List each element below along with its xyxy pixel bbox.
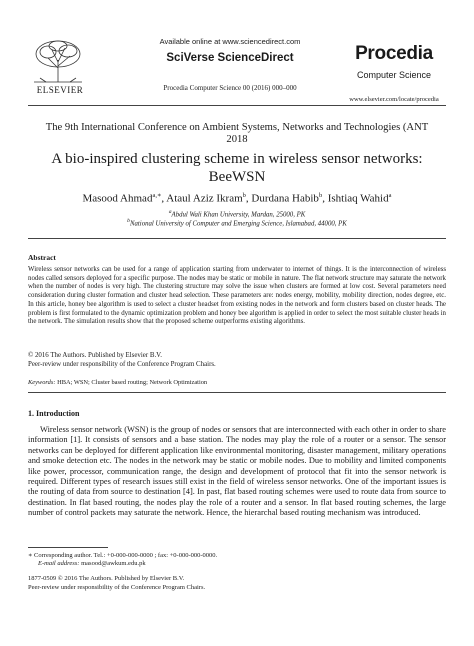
author-affiliation-mark: a,∗ [152,192,162,199]
introduction-body: Wireless sensor network (WSN) is the group of nodes or sensors that are interconnected with each other in order to share information [1]. It consists of sensors and a base station. The nodes may play the role of a router or a sensor. The sensor networks can be deployed for different application like environmental monitoring, disaster management, military operations and smoke detection etc. The nodes in the network may be static or mobile nodes. Due to mobility and limited components like power, processor, communication range, the design and development of protocol that fit into the sensor network is required. Different types of research issues still exist in the field of wireless sensor networks. One of the important issues is the routing of data from source to destination [4]. In past, flat based routing schemes were used to route data from source to destination. In flat based routing, the nodes play the role of a router and a sensor. In flat based routing schemes, the large number of control packets may saturate the network. Hence, the hierarchal based routing mechanism was introduced. [28,425,446,518]
affiliation-mark: b [127,218,130,224]
computer-science-label: Computer Science [356,70,432,80]
header-divider [28,105,446,106]
introduction-heading: 1. Introduction [28,409,80,418]
sciverse-logo-text: SciVerse ScienceDirect [166,52,294,64]
footer-peer-review: Peer-review under responsibility of the Conference Program Chairs. [28,584,206,591]
abstract-heading: Abstract [28,253,56,262]
journal-url: www.elsevier.com/locate/procedia [349,96,439,103]
abstract-body: Wireless sensor networks can be used for a range of application starting from underwater to internet of things. It is the interconnection of wireless nodes called sensors deployed for a specific purpose. The nodes may be static or mobile in nature. The flat network structure may saturate the network when the number of nodes is very high. The clustering structure may solve the issue when clusters are formed at low cost. Several parameters need consideration during cluster formation and cluster head selection. These parameters are: nodes energy, mobility, mobility direction, nodes degree, etc. In this article, honey bee algorithm is used to select a cluster headset from existing nodes in the network and form clusters based on cluster heads. The problem is first formulated to the dynamic optimization problem and honey bee algorithm is applied in order to select the most suitable cluster heads in the network. The simulation results show that the proposed scheme outperforms existing algorithms. [28,266,446,326]
author-name: Durdana Habib [251,192,319,205]
affiliation-a [40,209,434,218]
author-affiliation-mark: b [318,192,323,199]
journal-volume: Procedia Computer Science 00 (2016) 000–000 [163,84,297,92]
abstract-divider [28,392,446,393]
keywords-list: HBA; WSN; Cluster based routing; Network Optimization [57,379,208,386]
available-online-text: Available online at www.sciencedirect.com [159,37,301,46]
procedia-logo-text: Procedia [355,43,433,64]
footnote-divider [28,547,108,548]
affiliation-text: Abdul Wali Khan University, Mardan, 25000, PK [171,211,306,219]
conference-name: The 9th International Conference on Ambient Systems, Networks and Technologies (ANT 2018 [45,122,429,145]
author-name: Ishtiaq Wahid [327,192,389,205]
author-affiliation-mark: a [388,192,392,199]
affiliation-text: National University of Computer and Emerging Science, Islamabad, 44000, PK [129,220,347,228]
email-address: masood@awkum.edu.pk [81,560,146,567]
paper-title: A bio-inspired clustering scheme in wireless sensor networks: BeeWSN [51,151,423,185]
author-list: Masood Ahmad$^{a,∗}$, Ataul Aziz Ikram$^b$, Durdana Habib$^b$, Ishtiaq Wahid$^a$ [82,192,392,205]
publisher-name: ELSEVIER [36,85,84,95]
affiliation-b [40,218,434,227]
author-affiliation-mark: b [242,192,246,199]
elsevier-tree-logo [28,38,88,84]
issn-copyright: 1877-0509 © 2016 The Authors. Published by Elsevier B.V. [28,575,185,582]
corresponding-author-note: ∗ Corresponding author. Tel.: +0-000-000-0000 ; fax: +0-000-000-0000. [28,552,218,559]
email-note [38,560,446,567]
keywords-line [28,379,446,386]
author-name: Ataul Aziz Ikram [166,192,243,205]
title-divider [28,238,446,239]
author-name: Masood Ahmad [82,192,153,205]
keywords-label: Keywords: [28,379,56,386]
abstract-copyright: © 2016 The Authors. Published by Elsevier B.V. [28,352,162,359]
affiliation-mark: a [168,209,172,215]
email-label: E-mail address: [38,560,80,567]
abstract-peer-review: Peer-review under responsibility of the Conference Program Chairs. [28,361,216,368]
